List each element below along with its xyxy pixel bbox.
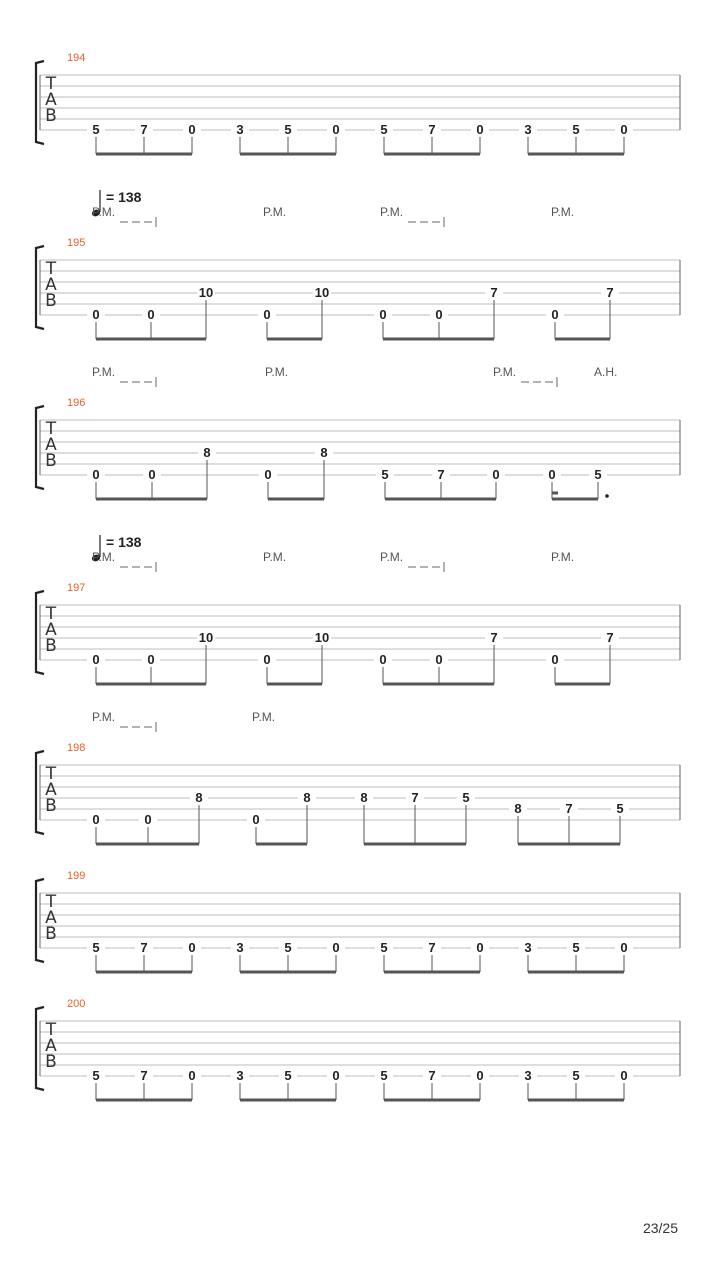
fret-number: 5 — [92, 1068, 100, 1083]
fret-number: 0 — [147, 307, 155, 322]
tab-clef-letter: A — [45, 90, 57, 110]
fret-number: 0 — [435, 307, 443, 322]
fret-number: 0 — [332, 1068, 340, 1083]
fret-number: 7 — [490, 630, 498, 645]
fret-number: 0 — [551, 307, 559, 322]
fret-number: 5 — [380, 1068, 388, 1083]
fret-number: 0 — [252, 812, 260, 827]
fret-number: 10 — [198, 285, 214, 300]
playing-technique-marker: P.M. — [92, 205, 116, 219]
tab-clef-letter: B — [45, 636, 57, 656]
tempo-marking: = 138 — [106, 534, 142, 550]
tab-clef-letter: B — [45, 924, 57, 944]
fret-number: 0 — [188, 1068, 196, 1083]
fret-number: 3 — [524, 1068, 532, 1083]
fret-number: 7 — [606, 630, 614, 645]
tempo-marking: = 138 — [106, 189, 142, 205]
fret-number: 7 — [437, 467, 445, 482]
tab-clef-letter: A — [45, 435, 57, 455]
fret-number: 0 — [476, 122, 484, 137]
fret-number: 8 — [203, 445, 211, 460]
tab-clef-letter: B — [45, 291, 57, 311]
tab-clef-letter: T — [45, 419, 57, 439]
fret-number: 0 — [620, 1068, 628, 1083]
fret-number: 8 — [195, 790, 203, 805]
playing-technique-marker: P.M. — [92, 550, 116, 564]
fret-number: 8 — [320, 445, 328, 460]
fret-number: 0 — [332, 940, 340, 955]
fret-number: 0 — [92, 467, 100, 482]
fret-number: 5 — [462, 790, 470, 805]
fret-number: 0 — [264, 467, 272, 482]
fret-number: 5 — [572, 940, 580, 955]
playing-technique-marker: A.H. — [594, 365, 618, 379]
playing-technique-marker: P.M. — [252, 710, 276, 724]
tab-clef-letter: B — [45, 451, 57, 471]
playing-technique-marker: P.M. — [263, 205, 287, 219]
fret-number: 0 — [332, 122, 340, 137]
measure-number: 198 — [67, 742, 86, 754]
fret-number: 5 — [92, 122, 100, 137]
fret-number: 5 — [284, 122, 292, 137]
tab-clef-letter: B — [45, 796, 57, 816]
fret-number: 7 — [565, 801, 573, 816]
tab-clef-letter: A — [45, 1036, 57, 1056]
fret-number: 3 — [524, 122, 532, 137]
tab-clef-letter: T — [45, 74, 57, 94]
playing-technique-marker: P.M. — [265, 365, 289, 379]
fret-number: 8 — [303, 790, 311, 805]
fret-number: 5 — [380, 122, 388, 137]
measure-number: 200 — [67, 998, 86, 1010]
fret-number: 7 — [428, 122, 436, 137]
fret-number: 0 — [92, 652, 100, 667]
fret-number: 7 — [606, 285, 614, 300]
fret-number: 7 — [490, 285, 498, 300]
fret-number: 0 — [263, 652, 271, 667]
page-number: 23/25 — [642, 1220, 678, 1236]
measure-number: 197 — [67, 582, 86, 594]
measure-number: 194 — [67, 52, 86, 64]
fret-number: 0 — [379, 307, 387, 322]
fret-number: 7 — [140, 940, 148, 955]
dotted-note-dot — [605, 494, 609, 498]
tab-clef-letter: T — [45, 259, 57, 279]
fret-number: 0 — [188, 940, 196, 955]
fret-number: 0 — [92, 812, 100, 827]
fret-number: 0 — [148, 467, 156, 482]
tab-clef-letter: B — [45, 1052, 57, 1072]
measure-number: 199 — [67, 870, 86, 882]
fret-number: 5 — [594, 467, 602, 482]
fret-number: 7 — [140, 122, 148, 137]
fret-number: 0 — [551, 652, 559, 667]
measure-number: 196 — [67, 397, 86, 409]
playing-technique-marker: P.M. — [380, 550, 404, 564]
fret-number: 0 — [379, 652, 387, 667]
fret-number: 3 — [236, 122, 244, 137]
fret-number: 0 — [476, 1068, 484, 1083]
fret-number: 0 — [144, 812, 152, 827]
tab-clef-letter: T — [45, 1020, 57, 1040]
tab-clef-letter: A — [45, 620, 57, 640]
fret-number: 5 — [284, 940, 292, 955]
fret-number: 5 — [616, 801, 624, 816]
tab-clef-letter: T — [45, 892, 57, 912]
fret-number: 0 — [435, 652, 443, 667]
fret-number: 0 — [147, 652, 155, 667]
fret-number: 5 — [572, 122, 580, 137]
fret-number: 5 — [380, 940, 388, 955]
tab-clef-letter: A — [45, 908, 57, 928]
playing-technique-marker: P.M. — [92, 365, 116, 379]
fret-number: 10 — [314, 630, 330, 645]
tab-clef-letter: B — [45, 106, 57, 126]
fret-number: 7 — [428, 1068, 436, 1083]
fret-number: 7 — [140, 1068, 148, 1083]
playing-technique-marker: P.M. — [551, 550, 575, 564]
fret-number: 0 — [188, 122, 196, 137]
fret-number: 0 — [620, 122, 628, 137]
fret-number: 0 — [620, 940, 628, 955]
fret-number: 7 — [411, 790, 419, 805]
fret-number: 5 — [381, 467, 389, 482]
fret-number: 0 — [476, 940, 484, 955]
fret-number: 10 — [314, 285, 330, 300]
fret-number: 0 — [492, 467, 500, 482]
playing-technique-marker: P.M. — [263, 550, 287, 564]
fret-number: 7 — [428, 940, 436, 955]
fret-number: 10 — [198, 630, 214, 645]
tab-clef-letter: A — [45, 275, 57, 295]
fret-number: 5 — [92, 940, 100, 955]
playing-technique-marker: P.M. — [92, 710, 116, 724]
fret-number: 5 — [284, 1068, 292, 1083]
fret-number: 8 — [514, 801, 522, 816]
fret-number: 5 — [572, 1068, 580, 1083]
tab-clef-letter: T — [45, 764, 57, 784]
fret-number: 8 — [360, 790, 368, 805]
playing-technique-marker: P.M. — [551, 205, 575, 219]
playing-technique-marker: P.M. — [493, 365, 517, 379]
fret-number: 3 — [236, 1068, 244, 1083]
fret-number: 0 — [263, 307, 271, 322]
measure-number: 195 — [67, 237, 86, 249]
tab-clef-letter: A — [45, 780, 57, 800]
playing-technique-marker: P.M. — [380, 205, 404, 219]
tab-clef-letter: T — [45, 604, 57, 624]
fret-number: 3 — [524, 940, 532, 955]
fret-number: 3 — [236, 940, 244, 955]
fret-number: 0 — [92, 307, 100, 322]
fret-number: 0 — [548, 467, 556, 482]
